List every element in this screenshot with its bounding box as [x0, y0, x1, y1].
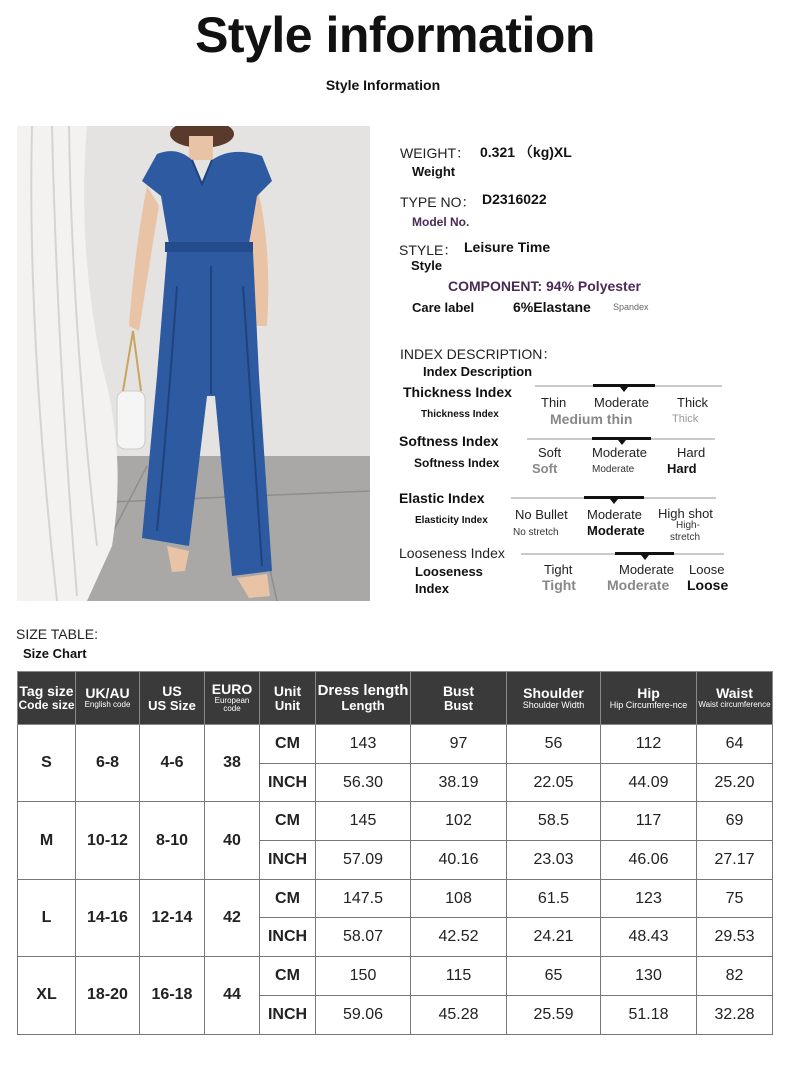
shoulder-cell: 22.05 — [507, 763, 601, 802]
shoulder-cell: 65 — [507, 957, 601, 996]
looseness-note-loose: Loose — [687, 577, 729, 593]
looseness-opt-moderate: Moderate — [619, 562, 674, 577]
unit-cell: INCH — [260, 995, 316, 1034]
thickness-opt-moderate: Moderate — [594, 395, 649, 410]
bust-cell: 38.19 — [411, 763, 507, 802]
bust-cell: 42.52 — [411, 918, 507, 957]
table-row — [18, 879, 773, 918]
hip-cell: 46.06 — [601, 841, 697, 880]
header-us: US US Size — [140, 672, 205, 725]
size-table — [17, 671, 773, 1035]
softness-note-hard: Hard — [667, 461, 697, 476]
elastic-opt-highshot: High shot — [658, 506, 713, 521]
bust-cell: 108 — [411, 879, 507, 918]
size-code-cell: S — [18, 725, 76, 802]
looseness-label: Looseness Index — [399, 545, 505, 561]
us-size-cell: 12-14 — [140, 879, 205, 956]
euro-cell: 40 — [205, 802, 260, 879]
index-heading: INDEX DESCRIPTION： — [400, 346, 557, 362]
looseness-note-moderate: Moderate — [607, 577, 670, 593]
waist-cell: 69 — [697, 802, 773, 841]
table-row — [18, 802, 773, 841]
dress-length-cell: 59.06 — [316, 995, 411, 1034]
weight-label: WEIGHT： — [400, 145, 470, 161]
header-bust: Bust Bust — [411, 672, 507, 725]
dress-length-cell: 150 — [316, 957, 411, 996]
component-value: COMPONENT: 94% Polyester — [448, 278, 641, 294]
page-title: Style information — [195, 7, 595, 63]
thickness-sub: Thickness Index — [421, 409, 499, 420]
waist-cell: 25.20 — [697, 763, 773, 802]
waist-cell: 29.53 — [697, 918, 773, 957]
shoulder-cell: 58.5 — [507, 802, 601, 841]
softness-opt-soft: Soft — [538, 445, 562, 460]
dress-length-cell: 147.5 — [316, 879, 411, 918]
looseness-opt-tight: Tight — [544, 562, 573, 577]
page-subtitle: Style Information — [325, 77, 441, 93]
us-size-cell: 4-6 — [140, 725, 205, 802]
style-label: STYLE： — [399, 242, 458, 258]
weight-value: 0.321 （kg)XL — [480, 144, 572, 160]
unit-cell: CM — [260, 725, 316, 764]
hip-cell: 44.09 — [601, 763, 697, 802]
elastane-value: 6%Elastane — [513, 299, 591, 315]
unit-cell: INCH — [260, 918, 316, 957]
header-dress-length: Dress length Length — [316, 672, 411, 725]
looseness-sub-1: Looseness — [415, 564, 483, 579]
spandex-note: Spandex — [613, 302, 649, 312]
elastic-opt-moderate: Moderate — [587, 507, 642, 522]
hip-cell: 48.43 — [601, 918, 697, 957]
dress-length-cell: 57.09 — [316, 841, 411, 880]
uk-au-cell: 14-16 — [76, 879, 140, 956]
waist-cell: 27.17 — [697, 841, 773, 880]
shoulder-cell: 25.59 — [507, 995, 601, 1034]
type-label: TYPE NO： — [400, 194, 476, 210]
bust-cell: 45.28 — [411, 995, 507, 1034]
size-code-cell: XL — [18, 957, 76, 1034]
dress-length-cell: 143 — [316, 725, 411, 764]
header-unit: Unit Unit — [260, 672, 316, 725]
euro-cell: 38 — [205, 725, 260, 802]
euro-cell: 44 — [205, 957, 260, 1034]
elastic-note-high: High- — [676, 520, 700, 531]
elastic-note-nostretch: No stretch — [513, 527, 559, 538]
shoulder-cell: 61.5 — [507, 879, 601, 918]
hip-cell: 117 — [601, 802, 697, 841]
bust-cell: 40.16 — [411, 841, 507, 880]
unit-cell: INCH — [260, 763, 316, 802]
style-sub: Style — [411, 258, 443, 273]
elastic-note-moderate: Moderate — [587, 523, 645, 538]
dress-length-cell: 145 — [316, 802, 411, 841]
header-uk-au: UK/AU English code — [76, 672, 140, 725]
uk-au-cell: 18-20 — [76, 957, 140, 1034]
elastic-label: Elastic Index — [399, 490, 485, 506]
softness-opt-hard: Hard — [677, 445, 706, 460]
elastic-sub: Elasticity Index — [415, 515, 488, 526]
unit-cell: CM — [260, 957, 316, 996]
care-label: Care label — [412, 300, 475, 315]
hip-cell: 51.18 — [601, 995, 697, 1034]
softness-note-moderate: Moderate — [592, 464, 635, 475]
hip-cell: 112 — [601, 725, 697, 764]
bust-cell: 115 — [411, 957, 507, 996]
softness-sub: Softness Index — [414, 456, 500, 470]
looseness-note-tight: Tight — [542, 577, 576, 593]
size-code-cell: M — [18, 802, 76, 879]
size-code-cell: L — [18, 879, 76, 956]
shoulder-cell: 24.21 — [507, 918, 601, 957]
uk-au-cell: 6-8 — [76, 725, 140, 802]
dress-length-cell: 58.07 — [316, 918, 411, 957]
header-waist: Waist Waist circumference — [697, 672, 773, 725]
elastic-tick-icon — [610, 499, 618, 504]
hip-cell: 130 — [601, 957, 697, 996]
softness-note-soft: Soft — [532, 461, 558, 476]
table-row — [18, 725, 773, 764]
shoulder-cell: 56 — [507, 725, 601, 764]
style-value: Leisure Time — [464, 239, 551, 255]
type-value: D2316022 — [482, 191, 547, 207]
waist-cell: 75 — [697, 879, 773, 918]
unit-cell: CM — [260, 802, 316, 841]
thickness-label: Thickness Index — [403, 384, 512, 400]
header-shoulder: Shoulder Shoulder Width — [507, 672, 601, 725]
elastic-note-stretch: stretch — [670, 532, 701, 543]
us-size-cell: 16-18 — [140, 957, 205, 1034]
dress-length-cell: 56.30 — [316, 763, 411, 802]
euro-cell: 42 — [205, 879, 260, 956]
bust-cell: 97 — [411, 725, 507, 764]
weight-sub: Weight — [412, 164, 456, 179]
thickness-note-other: Thick — [672, 413, 699, 425]
looseness-opt-loose: Loose — [689, 562, 725, 577]
uk-au-cell: 10-12 — [76, 802, 140, 879]
softness-label: Softness Index — [399, 433, 499, 449]
softness-opt-moderate: Moderate — [592, 445, 647, 460]
hip-cell: 123 — [601, 879, 697, 918]
us-size-cell: 8-10 — [140, 802, 205, 879]
type-sub: Model No. — [412, 215, 470, 229]
thickness-tick-icon — [620, 387, 628, 392]
index-heading-sub: Index Description — [423, 364, 533, 379]
table-row — [18, 957, 773, 996]
waist-cell: 32.28 — [697, 995, 773, 1034]
header-tag-size: Tag size Code size — [18, 672, 76, 725]
elastic-opt-nobullet: No Bullet — [515, 507, 568, 522]
looseness-sub-2: Index — [415, 581, 449, 596]
header-hip: Hip Hip Circumfere-nce — [601, 672, 697, 725]
header-euro: EURO European code — [205, 672, 260, 725]
waist-cell: 82 — [697, 957, 773, 996]
thickness-note-selected: Medium thin — [550, 411, 633, 427]
looseness-tick-icon — [641, 555, 649, 560]
thickness-opt-thick: Thick — [677, 395, 709, 410]
size-table-header-row — [18, 672, 773, 725]
thickness-opt-thin: Thin — [541, 395, 567, 410]
size-table-title: SIZE TABLE: — [16, 626, 98, 642]
unit-cell: INCH — [260, 841, 316, 880]
unit-cell: CM — [260, 879, 316, 918]
product-photo — [17, 126, 370, 601]
shoulder-cell: 23.03 — [507, 841, 601, 880]
bust-cell: 102 — [411, 802, 507, 841]
size-table-subtitle: Size Chart — [23, 646, 87, 661]
waist-cell: 64 — [697, 725, 773, 764]
